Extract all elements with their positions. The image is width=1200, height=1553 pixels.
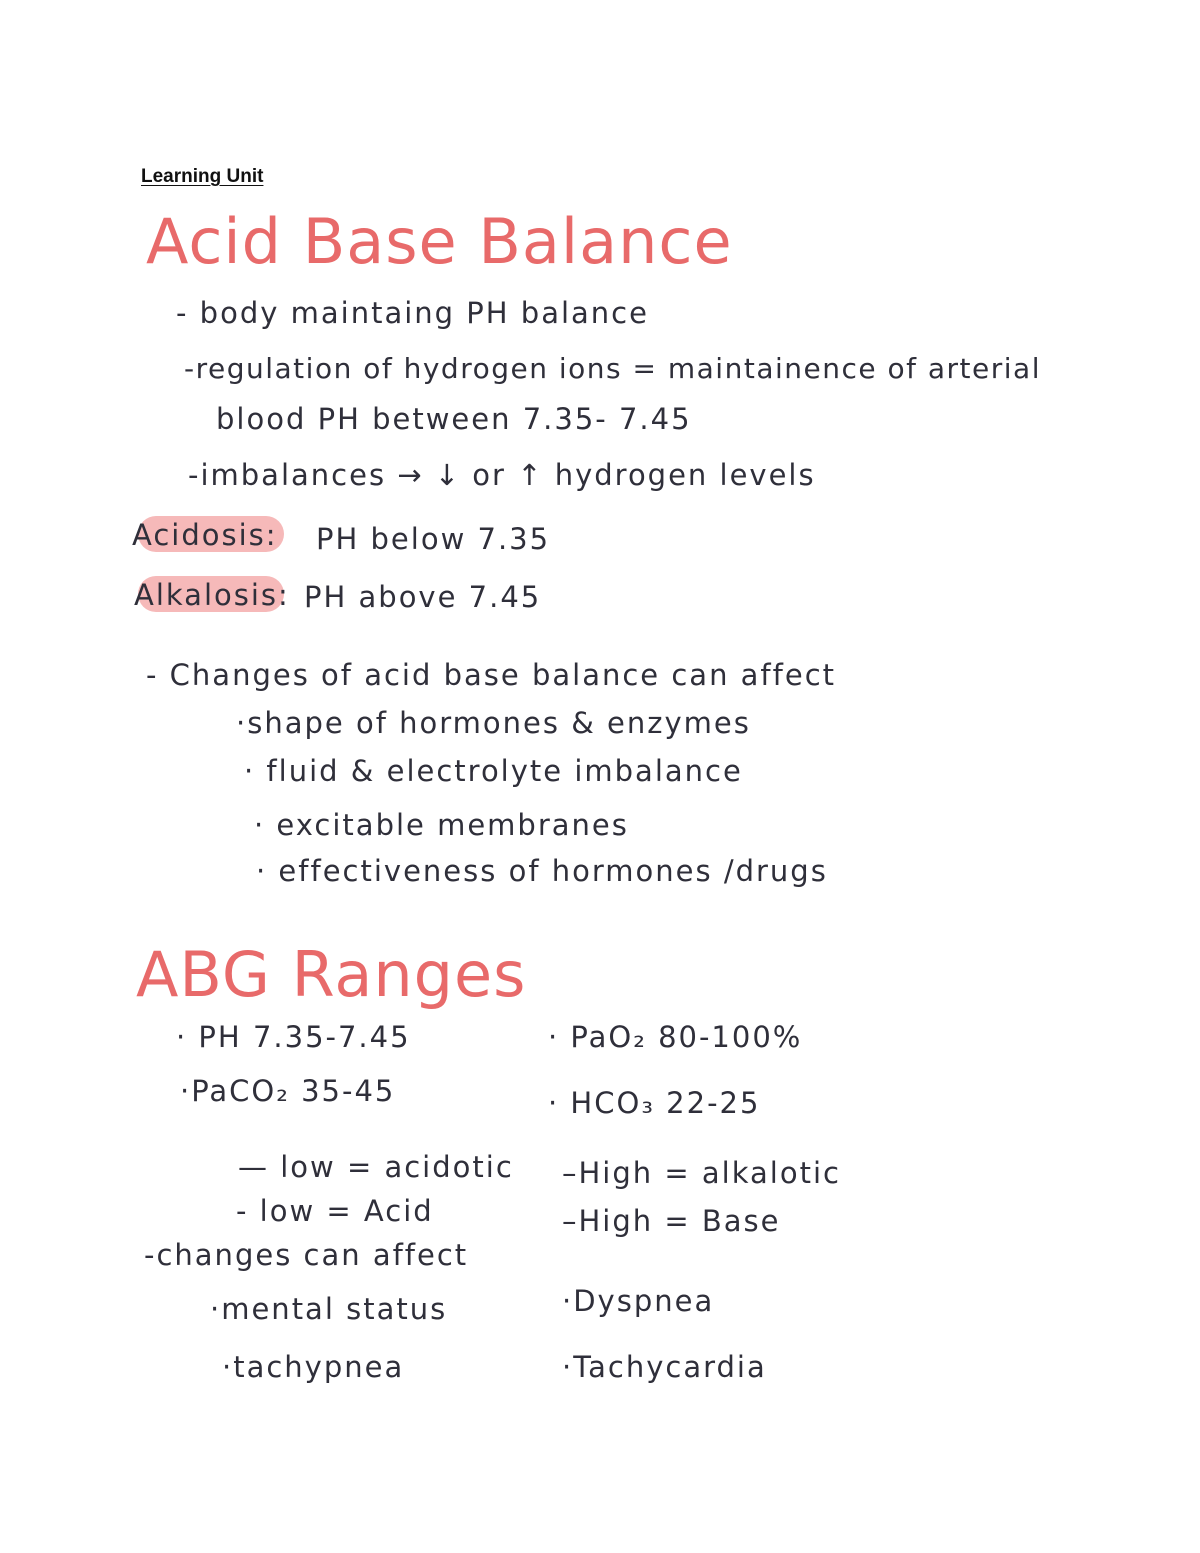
effect-tachypnea: ·tachypnea — [222, 1350, 405, 1384]
section-title-abg-ranges: ABG Ranges — [136, 938, 527, 1011]
changes-item-4: · effectiveness of hormones /drugs — [256, 854, 828, 888]
high-base: –High = Base — [562, 1204, 781, 1238]
changes-item-1: ·shape of hormones & enzymes — [236, 706, 751, 740]
changes-item-3: · excitable membranes — [254, 808, 629, 842]
page-header: Learning Unit — [141, 166, 264, 187]
effect-dyspnea: ·Dyspnea — [562, 1284, 715, 1318]
note-line-4: -imbalances → ↓ or ↑ hydrogen levels — [188, 458, 816, 492]
abg-paco2: ·PaCO₂ 35-45 — [180, 1074, 396, 1108]
acidosis-term: Acidosis: — [132, 518, 278, 552]
note-line-3: blood PH between 7.35- 7.45 — [216, 402, 692, 436]
abg-hco3: · HCO₃ 22-25 — [548, 1086, 761, 1120]
alkalosis-term: Alkalosis: — [134, 578, 290, 612]
alkalosis-desc: PH above 7.45 — [304, 580, 542, 614]
abg-changes-intro: -changes can affect — [144, 1238, 469, 1272]
acidosis-desc: PH below 7.35 — [316, 522, 551, 556]
changes-item-2: · fluid & electrolyte imbalance — [244, 754, 743, 788]
abg-pao2: · PaO₂ 80-100% — [548, 1020, 803, 1054]
abg-ph: · PH 7.35-7.45 — [176, 1020, 411, 1054]
section-title-acid-base-balance: Acid Base Balance — [146, 205, 733, 278]
high-alkalotic: –High = alkalotic — [562, 1156, 841, 1190]
low-acid: - low = Acid — [236, 1194, 434, 1228]
effect-mental-status: ·mental status — [210, 1292, 448, 1326]
low-acidotic: — low = acidotic — [238, 1150, 514, 1184]
changes-intro: - Changes of acid base balance can affect — [146, 658, 837, 692]
note-line-1: - body maintaing PH balance — [176, 296, 649, 330]
effect-tachycardia: ·Tachycardia — [562, 1350, 767, 1384]
note-line-2: -regulation of hydrogen ions = maintainence of arterial — [184, 352, 1041, 385]
